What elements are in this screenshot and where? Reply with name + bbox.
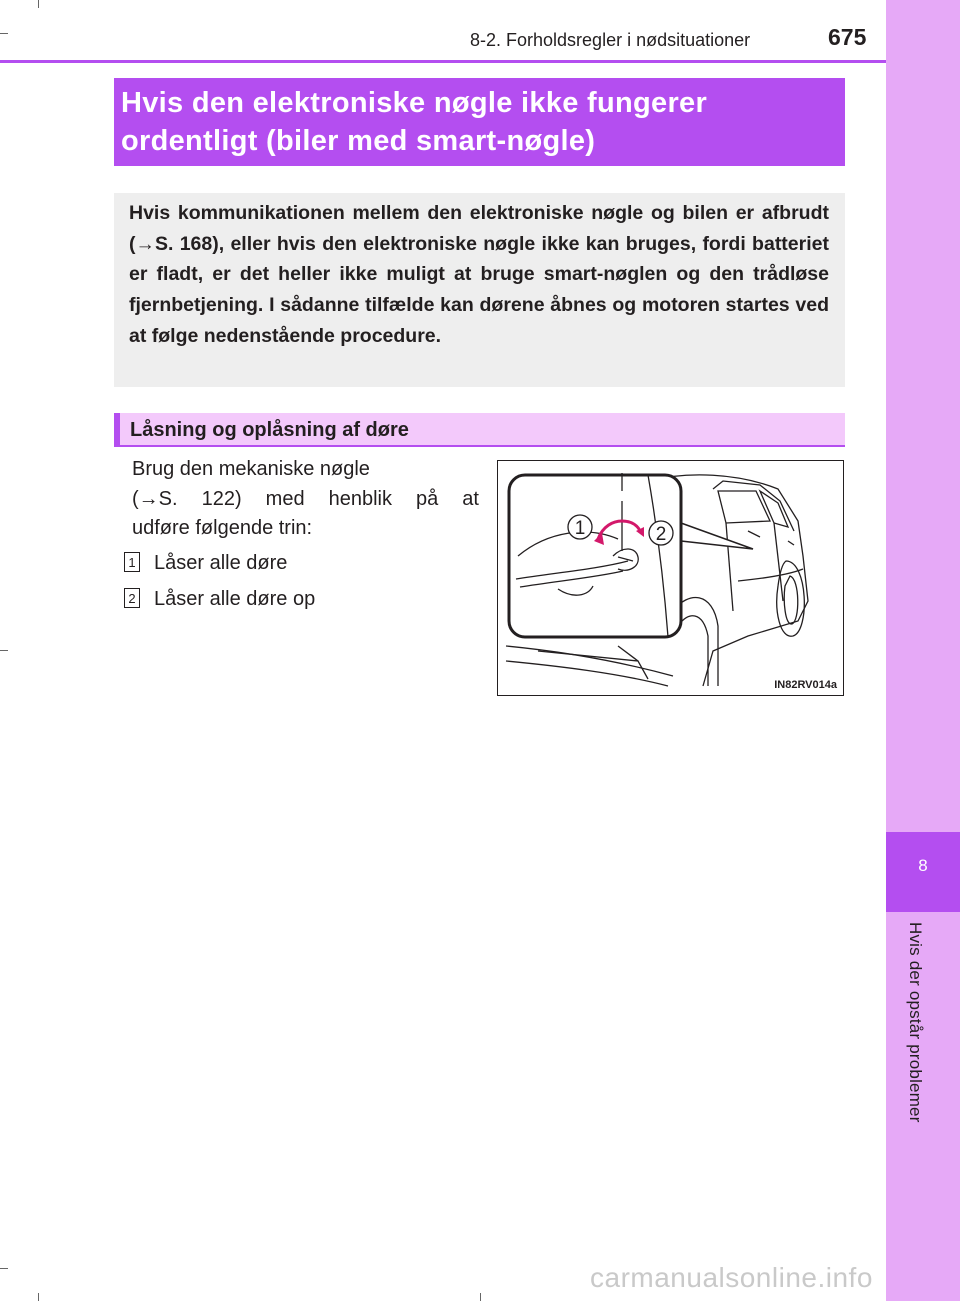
header-rule <box>0 60 886 63</box>
chapter-number: 8 <box>918 856 928 875</box>
subsection-heading-text: Låsning og oplåsning af døre <box>130 419 409 441</box>
intro-box <box>114 193 845 387</box>
crop-mark <box>0 650 8 651</box>
step-item <box>124 549 287 577</box>
step-label: Låser alle døre <box>154 552 288 574</box>
crop-mark <box>38 0 39 8</box>
page-title-line: ordentligt (biler med smart-nøgle) <box>121 125 596 157</box>
callout-1: 1 <box>574 518 586 539</box>
body-text <box>132 455 479 544</box>
page-title-line: Hvis den elektroniske nøgle ikke fungerer <box>121 87 708 119</box>
car-door-drawing <box>498 461 843 695</box>
figure-code: IN82RV014a <box>774 679 837 691</box>
crop-mark <box>0 1268 8 1269</box>
crop-mark <box>480 1293 481 1301</box>
section-title: 8-2. Forholdsregler i nødsituationer <box>470 30 751 50</box>
chapter-tab <box>886 832 960 912</box>
body-text-line: Brug den mekaniske nøgle <box>132 458 370 480</box>
step-label: Låser alle døre op <box>154 588 316 610</box>
page-title <box>114 78 845 166</box>
step-item <box>124 585 315 613</box>
chapter-title: Hvis der opstår problemer <box>906 922 925 1123</box>
intro-text: Hvis kommunikationen mellem den elektroniske nøgle og bilen er afbrudt (→S. 168), eller hvis den elektroniske nøgle ikke kan bruges, fordi batteriet er fladt, er det heller ikke muligt at bruge smart-nøglen og den trådløse fjernbetjening. I sådanne tilfælde kan dørene åbnes og motoren startes ved at følge nedenstående procedure. <box>129 202 829 347</box>
door-key-illustration <box>497 460 844 696</box>
crop-mark <box>0 33 8 34</box>
subsection-heading <box>114 413 845 447</box>
step-number: 2 <box>124 588 140 608</box>
callout-2: 2 <box>655 524 667 545</box>
body-text-line: udføre følgende trin: <box>132 517 313 539</box>
step-number: 1 <box>124 552 140 572</box>
watermark: carmanualsonline.info <box>590 1262 873 1293</box>
page-number: 675 <box>828 24 867 50</box>
body-text-line: (→S. 122) med henblik på at <box>132 487 479 510</box>
crop-mark <box>38 1293 39 1301</box>
